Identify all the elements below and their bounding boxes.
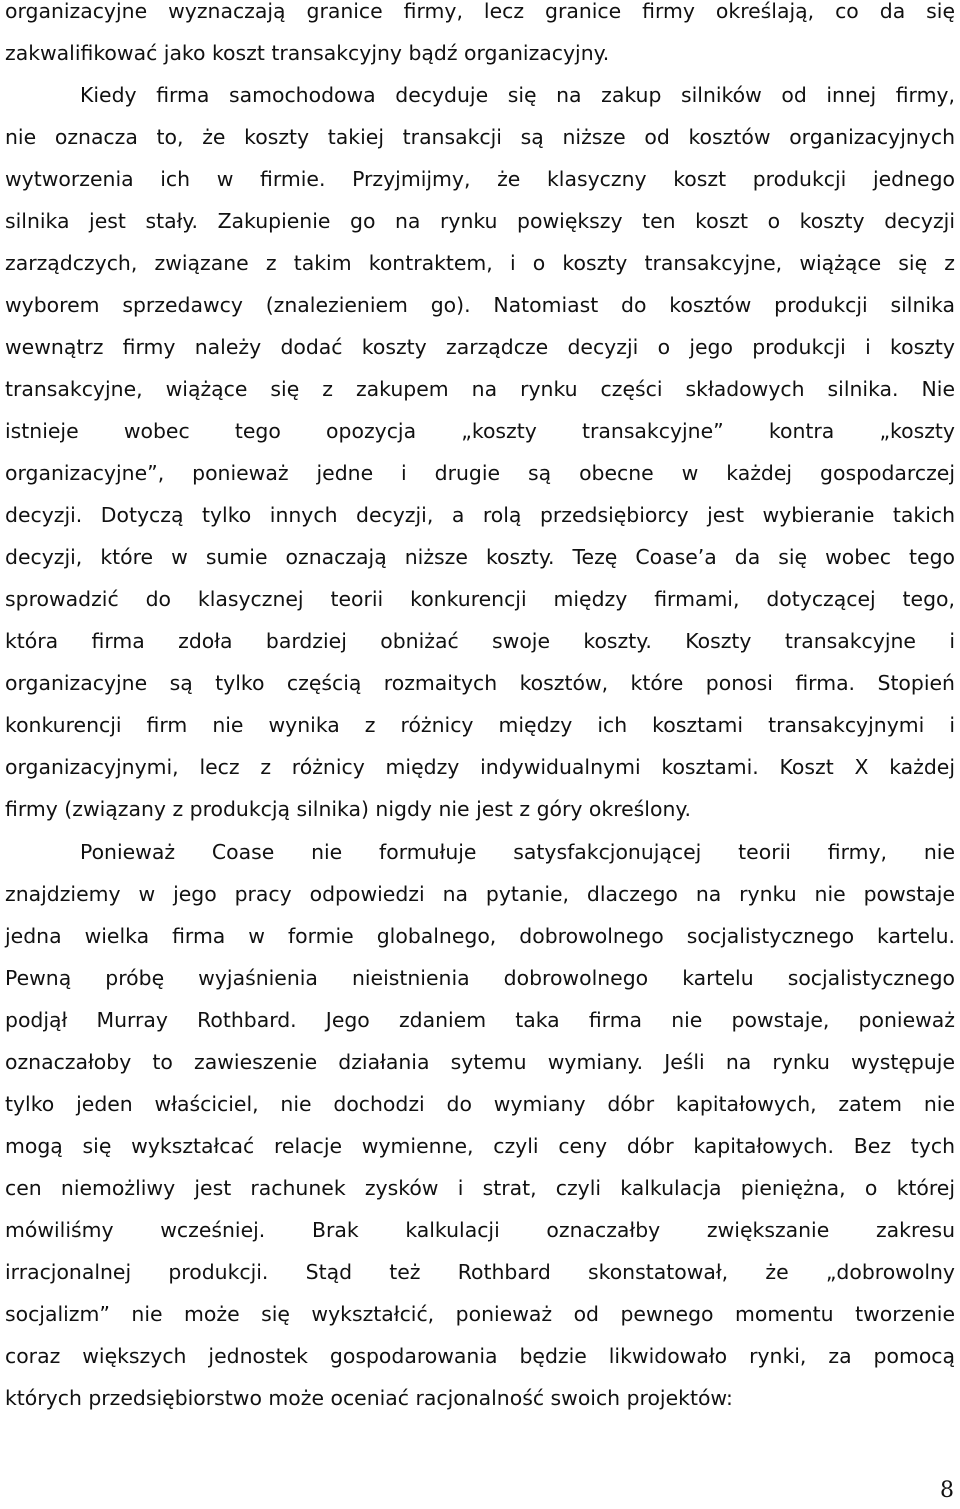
text-line: organizacyjnymi, lecz z różnicy między indywidualnymi kosztami. Koszt X każdej (5, 755, 955, 779)
text-line: firmy (związany z produkcją silnika) nigdy nie jest z góry określony. (5, 797, 692, 821)
text-line: organizacyjne są tylko częścią rozmaitych kosztów, które ponosi firma. Stopień (5, 671, 955, 695)
text-line: organizacyjne wyznaczają granice firmy, lecz granice firmy określają, co da się (5, 0, 955, 23)
page-number: 8 (940, 1478, 954, 1503)
text-line: cen niemożliwy jest rachunek zysków i strat, czyli kalkulacja pieniężna, o której (5, 1176, 955, 1200)
text-line: wyborem sprzedawcy (znalezieniem go). Natomiast do kosztów produkcji silnika (5, 293, 955, 317)
text-line: mówiliśmy wcześniej. Brak kalkulacji oznaczałby zwiększanie zakresu (5, 1218, 955, 1242)
text-line: których przedsiębiorstwo może oceniać racjonalność swoich projektów: (5, 1386, 733, 1410)
text-line: socjalizm” nie może się wykształcić, ponieważ od pewnego momentu tworzenie (5, 1302, 955, 1326)
text-line: istnieje wobec tego opozycja „koszty transakcyjne” kontra „koszty (5, 419, 955, 443)
text-line: jedna wielka firma w formie globalnego, dobrowolnego socjalistycznego kartelu. (5, 924, 955, 948)
text-line: znajdziemy w jego pracy odpowiedzi na pytanie, dlaczego na rynku nie powstaje (5, 882, 955, 906)
text-line: sprowadzić do klasycznej teorii konkurencji między firmami, dotyczącej tego, (5, 587, 955, 611)
text-line: Ponieważ Coase nie formułuje satysfakcjonującej teorii firmy, nie (80, 840, 955, 864)
text-line: wytworzenia ich w firmie. Przyjmijmy, że klasyczny koszt produkcji jednego (5, 167, 955, 191)
text-line: tylko jeden właściciel, nie dochodzi do wymiany dóbr kapitałowych, zatem nie (5, 1092, 955, 1116)
text-line: podjął Murray Rothbard. Jego zdaniem taka firma nie powstaje, ponieważ (5, 1008, 955, 1032)
text-line: coraz większych jednostek gospodarowania będzie likwidowało rynki, za pomocą (5, 1344, 955, 1368)
text-line: decyzji. Dotyczą tylko innych decyzji, a rolą przedsiębiorcy jest wybieranie takich (5, 503, 955, 527)
text-line: transakcyjne, wiążące się z zakupem na rynku części składowych silnika. Nie (5, 377, 955, 401)
text-line: Kiedy firma samochodowa decyduje się na zakup silników od innej firmy, (80, 83, 955, 107)
text-line: decyzji, które w sumie oznaczają niższe koszty. Tezę Coase’a da się wobec tego (5, 545, 955, 569)
text-line: Pewną próbę wyjaśnienia nieistnienia dobrowolnego kartelu socjalistycznego (5, 966, 955, 990)
text-line: mogą się wykształcać relacje wymienne, czyli ceny dóbr kapitałowych. Bez tych (5, 1134, 955, 1158)
text-line: silnika jest stały. Zakupienie go na rynku powiększy ten koszt o koszty decyzji (5, 209, 955, 233)
text-line: konkurencji firm nie wynika z różnicy między ich kosztami transakcyjnymi i (5, 713, 955, 737)
text-line: irracjonalnej produkcji. Stąd też Rothbard skonstatował, że „dobrowolny (5, 1260, 955, 1284)
text-line: zarządczych, związane z takim kontraktem, i o koszty transakcyjne, wiążące się z (5, 251, 955, 275)
text-line: która firma zdoła bardziej obniżać swoje koszty. Koszty transakcyjne i (5, 629, 955, 653)
text-line: nie oznacza to, że koszty takiej transakcji są niższe od kosztów organizacyjnych (5, 125, 955, 149)
text-line: oznaczałoby to zawieszenie działania sytemu wymiany. Jeśli na rynku występuje (5, 1050, 955, 1074)
text-line: wewnątrz firmy należy dodać koszty zarządcze decyzji o jego produkcji i koszty (5, 335, 955, 359)
text-line: organizacyjne”, ponieważ jedne i drugie są obecne w każdej gospodarczej (5, 461, 955, 485)
text-line: zakwalifikować jako koszt transakcyjny bądź organizacyjny. (5, 41, 610, 65)
